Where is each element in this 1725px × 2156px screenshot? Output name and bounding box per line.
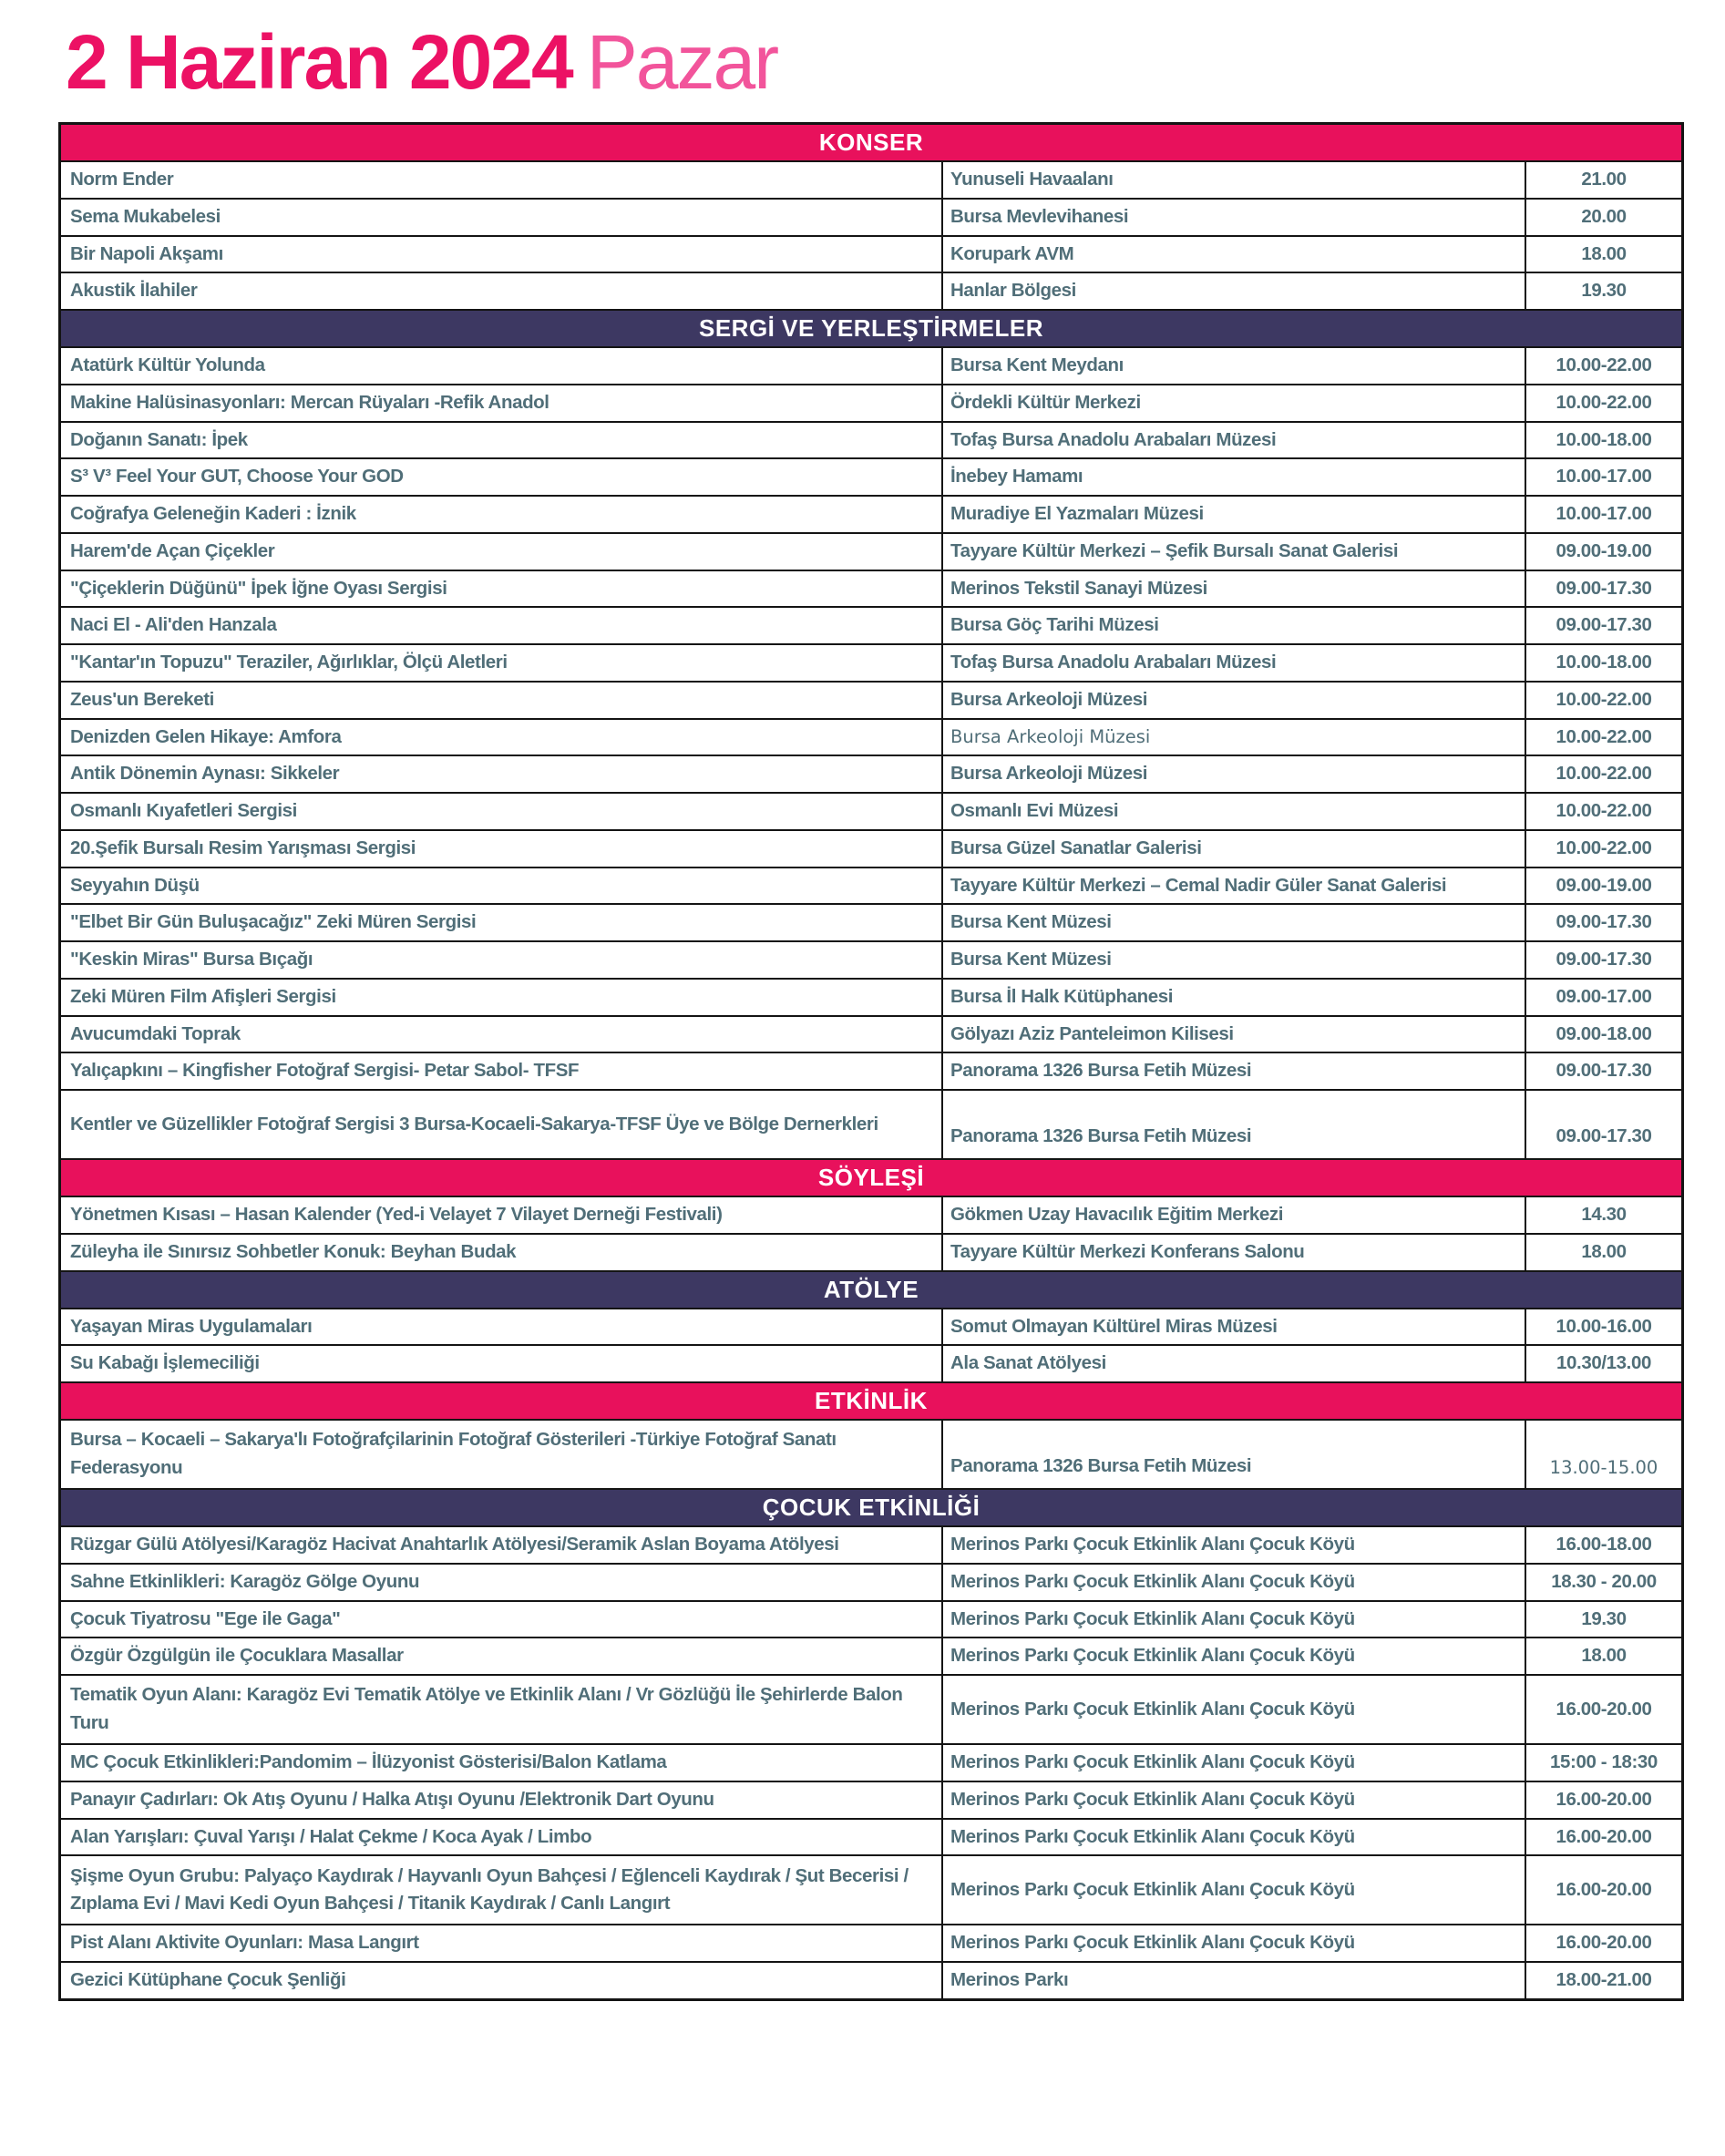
- table-row: [61, 831, 1681, 868]
- table-row: [61, 1421, 1681, 1490]
- table-row: [61, 905, 1681, 942]
- table-row: [61, 1782, 1681, 1820]
- venue-cell: Bursa Güzel Sanatlar Galerisi: [943, 831, 1526, 867]
- event-cell: Çocuk Tiyatrosu "Ege ile Gaga": [61, 1602, 943, 1638]
- event-cell: Zeki Müren Film Afişleri Sergisi: [61, 980, 943, 1015]
- venue-cell: Merinos Tekstil Sanayi Müzesi: [943, 571, 1526, 607]
- time-cell: 16.00-20.00: [1556, 1932, 1652, 1954]
- event-cell: Avucumdaki Toprak: [61, 1017, 943, 1052]
- time-cell: 09.00-17.30: [1556, 614, 1652, 636]
- time-cell: 10.00-17.00: [1556, 466, 1652, 488]
- title-date: 2 Haziran 2024: [66, 19, 572, 105]
- venue-cell: Merinos Parkı Çocuk Etkinlik Alanı Çocuk Köyü: [943, 1782, 1526, 1818]
- time-cell: 14.30: [1581, 1204, 1627, 1225]
- time-cell: 10.00-22.00: [1556, 725, 1652, 747]
- venue-cell: Bursa Mevlevihanesi: [943, 200, 1526, 235]
- time-cell: 18.00-21.00: [1556, 1969, 1652, 1990]
- time-cell: 10.00-18.00: [1556, 428, 1652, 450]
- table-row: [61, 459, 1681, 497]
- event-cell: Atatürk Kültür Yolunda: [61, 348, 943, 384]
- venue-cell: Tofaş Bursa Anadolu Arabaları Müzesi: [943, 423, 1526, 458]
- venue-cell: Merinos Parkı Çocuk Etkinlik Alanı Çocuk Köyü: [943, 1925, 1526, 1961]
- venue-cell: Gökmen Uzay Havacılık Eğitim Merkezi: [943, 1197, 1526, 1233]
- table-row: [61, 980, 1681, 1017]
- time-cell: 10.00-22.00: [1556, 354, 1652, 375]
- table-row: [61, 1091, 1681, 1160]
- time-cell: 10.00-22.00: [1556, 391, 1652, 413]
- table-row: [61, 1309, 1681, 1347]
- table-row: [61, 273, 1681, 311]
- time-cell: 18.00: [1581, 242, 1627, 264]
- time-cell: 09.00-17.30: [1556, 911, 1652, 933]
- table-row: [61, 756, 1681, 794]
- venue-cell: Panorama 1326 Bursa Fetih Müzesi: [943, 1091, 1526, 1158]
- time-cell: 10.00-22.00: [1556, 688, 1652, 710]
- table-row: [61, 1235, 1681, 1272]
- event-cell: Bursa – Kocaeli – Sakarya'lı Fotoğrafçilarinin Fotoğraf Gösterileri -Türkiye Fotoğraf Sanatı Federasyonu: [61, 1421, 943, 1488]
- venue-cell: Panorama 1326 Bursa Fetih Müzesi: [943, 1053, 1526, 1089]
- event-cell: Züleyha ile Sınırsız Sohbetler Konuk: Beyhan Budak: [61, 1235, 943, 1270]
- venue-cell: Bursa Arkeoloji Müzesi: [943, 683, 1526, 718]
- time-cell: 09.00-17.30: [1556, 1125, 1652, 1147]
- event-cell: Osmanlı Kıyafetleri Sergisi: [61, 794, 943, 829]
- table-row: [61, 683, 1681, 720]
- event-cell: Sahne Etkinlikleri: Karagöz Gölge Oyunu: [61, 1565, 943, 1600]
- table-row: [61, 1346, 1681, 1383]
- event-cell: Coğrafya Geleneğin Kaderi : İznik: [61, 497, 943, 532]
- section-header-5: [61, 1490, 1681, 1527]
- venue-cell: Merinos Parkı Çocuk Etkinlik Alanı Çocuk Köyü: [943, 1565, 1526, 1600]
- table-row: [61, 1820, 1681, 1857]
- event-cell: Yaşayan Miras Uygulamaları: [61, 1309, 943, 1345]
- time-cell: 16.00-20.00: [1556, 1698, 1652, 1720]
- time-cell: 10.00-18.00: [1556, 652, 1652, 672]
- venue-cell: Tayyare Kültür Merkezi – Şefik Bursalı Sanat Galerisi: [943, 534, 1526, 570]
- event-cell: Rüzgar Gülü Atölyesi/Karagöz Hacivat Anahtarlık Atölyesi/Seramik Aslan Boyama Atölyesi: [61, 1527, 943, 1563]
- time-cell: 16.00-18.00: [1556, 1534, 1652, 1555]
- section-header-4: [61, 1383, 1681, 1421]
- venue-cell: Tofaş Bursa Anadolu Arabaları Müzesi: [943, 645, 1526, 681]
- table-row: [61, 497, 1681, 534]
- venue-cell: Merinos Parkı Çocuk Etkinlik Alanı Çocuk Köyü: [943, 1638, 1526, 1674]
- table-row: [61, 1017, 1681, 1054]
- time-cell: 18.30 - 20.00: [1551, 1570, 1657, 1592]
- venue-cell: Bursa Kent Müzesi: [943, 905, 1526, 940]
- section-title: ÇOCUK ETKİNLİĞİ: [762, 1494, 981, 1521]
- time-cell: 21.00: [1581, 169, 1627, 190]
- table-row: [61, 720, 1681, 757]
- event-cell: Denizden Gelen Hikaye: Amfora: [61, 720, 943, 755]
- event-cell: Sema Mukabelesi: [61, 200, 943, 235]
- table-row: [61, 237, 1681, 274]
- table-row: [61, 1527, 1681, 1565]
- event-cell: Şişme Oyun Grubu: Palyaço Kaydırak / Hayvanlı Oyun Bahçesi / Eğlenceli Kaydırak / Şut Becerisi / Zıplama Evi / Mavi Kedi Oyun Bahçesi / Titanik Kaydırak / Canlı Langırt: [61, 1856, 943, 1924]
- table-row: [61, 608, 1681, 645]
- table-row: [61, 794, 1681, 831]
- event-cell: "Kantar'ın Topuzu" Teraziler, Ağırlıklar, Ölçü Aletleri: [61, 645, 943, 681]
- time-cell: 18.00: [1581, 1645, 1627, 1667]
- venue-cell: Ala Sanat Atölyesi: [943, 1346, 1526, 1381]
- event-cell: S³ V³ Feel Your GUT, Choose Your GOD: [61, 459, 943, 495]
- table-row: [61, 571, 1681, 609]
- event-cell: Su Kabağı İşlemeciliği: [61, 1346, 943, 1381]
- event-cell: Seyyahın Düşü: [61, 868, 943, 904]
- time-cell: 20.00: [1581, 205, 1627, 227]
- event-cell: Norm Ender: [61, 162, 943, 198]
- table-row: [61, 1053, 1681, 1091]
- table-row: [61, 1197, 1681, 1235]
- event-cell: Akustik İlahiler: [61, 273, 943, 309]
- table-row: [61, 385, 1681, 423]
- table-row: [61, 162, 1681, 200]
- event-cell: Pist Alanı Aktivite Oyunları: Masa Langırt: [61, 1925, 943, 1961]
- event-cell: Bir Napoli Akşamı: [61, 237, 943, 272]
- table-row: [61, 348, 1681, 385]
- section-title: SÖYLEŞİ: [817, 1164, 925, 1191]
- venue-cell: Yunuseli Havaalanı: [943, 162, 1526, 198]
- event-cell: Gezici Kütüphane Çocuk Şenliği: [61, 1963, 943, 1998]
- time-cell: 10.00-22.00: [1556, 800, 1652, 821]
- section-header-3: [61, 1272, 1681, 1309]
- title-day: Pazar: [586, 19, 778, 105]
- time-cell: 19.30: [1581, 1607, 1627, 1629]
- venue-cell: Merinos Parkı Çocuk Etkinlik Alanı Çocuk Köyü: [943, 1856, 1526, 1924]
- table-row: [61, 1963, 1681, 1998]
- time-cell: 09.00-19.00: [1556, 539, 1652, 561]
- venue-cell: Bursa Arkeoloji Müzesi: [943, 720, 1526, 755]
- event-cell: Özgür Özgülgün ile Çocuklara Masallar: [61, 1638, 943, 1674]
- event-cell: Doğanın Sanatı: İpek: [61, 423, 943, 458]
- time-cell: 10.30/13.00: [1556, 1352, 1651, 1374]
- table-row: [61, 942, 1681, 980]
- venue-cell: Bursa Kent Müzesi: [943, 942, 1526, 978]
- venue-cell: Merinos Parkı: [943, 1963, 1526, 1998]
- event-cell: Naci El - Ali'den Hanzala: [61, 608, 943, 643]
- time-cell: 09.00-17.30: [1556, 1060, 1652, 1082]
- time-cell: 19.30: [1581, 280, 1627, 302]
- table-row: [61, 1565, 1681, 1602]
- venue-cell: Hanlar Bölgesi: [943, 273, 1526, 309]
- event-cell: Zeus'un Bereketi: [61, 683, 943, 718]
- venue-cell: Tayyare Kültür Merkezi – Cemal Nadir Güler Sanat Galerisi: [943, 868, 1526, 904]
- schedule-table: [58, 122, 1684, 2001]
- time-cell: 10.00-16.00: [1556, 1315, 1652, 1337]
- event-cell: Alan Yarışları: Çuval Yarışı / Halat Çekme / Koca Ayak / Limbo: [61, 1820, 943, 1855]
- venue-cell: İnebey Hamamı: [943, 459, 1526, 495]
- event-cell: "Elbet Bir Gün Buluşacağız" Zeki Müren Sergisi: [61, 905, 943, 940]
- page-title: [0, 0, 1725, 122]
- venue-cell: Bursa Göç Tarihi Müzesi: [943, 608, 1526, 643]
- venue-cell: Korupark AVM: [943, 237, 1526, 272]
- event-cell: 20.Şefik Bursalı Resim Yarışması Sergisi: [61, 831, 943, 867]
- table-row: [61, 1856, 1681, 1925]
- venue-cell: Bursa Kent Meydanı: [943, 348, 1526, 384]
- time-cell: 10.00-22.00: [1556, 837, 1652, 858]
- event-cell: Yalıçapkını – Kingfisher Fotoğraf Sergisi- Petar Sabol- TFSF: [61, 1053, 943, 1089]
- time-cell: 16.00-20.00: [1556, 1788, 1652, 1810]
- venue-cell: Merinos Parkı Çocuk Etkinlik Alanı Çocuk Köyü: [943, 1527, 1526, 1563]
- venue-cell: Tayyare Kültür Merkezi Konferans Salonu: [943, 1235, 1526, 1270]
- event-cell: "Keskin Miras" Bursa Bıçağı: [61, 942, 943, 978]
- section-title: ATÖLYE: [823, 1275, 919, 1303]
- section-title: SERGİ VE YERLEŞTİRMELER: [699, 314, 1043, 342]
- table-row: [61, 1745, 1681, 1782]
- venue-cell: Gölyazı Aziz Panteleimon Kilisesi: [943, 1017, 1526, 1052]
- table-row: [61, 1602, 1681, 1639]
- time-cell: 15:00 - 18:30: [1550, 1751, 1658, 1772]
- event-cell: Makine Halüsinasyonları: Mercan Rüyaları -Refik Anadol: [61, 385, 943, 421]
- venue-cell: Osmanlı Evi Müzesi: [943, 794, 1526, 829]
- event-cell: Panayır Çadırları: Ok Atış Oyunu / Halka Atışı Oyunu /Elektronik Dart Oyunu: [61, 1782, 943, 1818]
- event-cell: Harem'de Açan Çiçekler: [61, 534, 943, 570]
- venue-cell: Merinos Parkı Çocuk Etkinlik Alanı Çocuk Köyü: [943, 1745, 1526, 1781]
- table-row: [61, 200, 1681, 237]
- table-row: [61, 1638, 1681, 1676]
- section-header-1: [61, 311, 1681, 348]
- section-header-0: [61, 125, 1681, 162]
- venue-cell: Merinos Parkı Çocuk Etkinlik Alanı Çocuk Köyü: [943, 1820, 1526, 1855]
- table-row: [61, 1676, 1681, 1745]
- event-cell: Tematik Oyun Alanı: Karagöz Evi Tematik Atölye ve Etkinlik Alanı / Vr Gözlüğü İle Şehirlerde Balon Turu: [61, 1676, 943, 1743]
- venue-cell: Ördekli Kültür Merkezi: [943, 385, 1526, 421]
- time-cell: 13.00-15.00: [1549, 1456, 1658, 1478]
- time-cell: 09.00-19.00: [1556, 874, 1652, 896]
- venue-cell: Panorama 1326 Bursa Fetih Müzesi: [943, 1421, 1526, 1488]
- venue-cell: Muradiye El Yazmaları Müzesi: [943, 497, 1526, 532]
- venue-cell: Bursa İl Halk Kütüphanesi: [943, 980, 1526, 1015]
- time-cell: 09.00-17.30: [1556, 577, 1652, 599]
- section-title: KONSER: [818, 128, 924, 156]
- table-row: [61, 534, 1681, 571]
- table-row: [61, 868, 1681, 906]
- section-header-2: [61, 1160, 1681, 1197]
- time-cell: 09.00-17.00: [1556, 985, 1652, 1007]
- event-cell: Yönetmen Kısası – Hasan Kalender (Yed-i Velayet 7 Vilayet Derneği Festivali): [61, 1197, 943, 1233]
- venue-cell: Merinos Parkı Çocuk Etkinlik Alanı Çocuk Köyü: [943, 1676, 1526, 1743]
- table-row: [61, 423, 1681, 460]
- event-cell: MC Çocuk Etkinlikleri:Pandomim – İlüzyonist Gösterisi/Balon Katlama: [61, 1745, 943, 1781]
- time-cell: 09.00-18.00: [1556, 1022, 1652, 1044]
- event-cell: Antik Dönemin Aynası: Sikkeler: [61, 756, 943, 792]
- time-cell: 18.00: [1581, 1240, 1627, 1262]
- time-cell: 10.00-22.00: [1556, 763, 1652, 785]
- table-row: [61, 1925, 1681, 1963]
- time-cell: 16.00-20.00: [1556, 1825, 1652, 1847]
- time-cell: 09.00-17.30: [1556, 949, 1652, 970]
- event-cell: Kentler ve Güzellikler Fotoğraf Sergisi 3 Bursa-Kocaeli-Sakarya-TFSF Üye ve Bölge Dernerkleri: [61, 1091, 943, 1158]
- venue-cell: Bursa Arkeoloji Müzesi: [943, 756, 1526, 792]
- time-cell: 10.00-17.00: [1556, 503, 1652, 524]
- venue-cell: Merinos Parkı Çocuk Etkinlik Alanı Çocuk Köyü: [943, 1602, 1526, 1638]
- event-cell: "Çiçeklerin Düğünü" İpek İğne Oyası Sergisi: [61, 571, 943, 607]
- time-cell: 16.00-20.00: [1556, 1878, 1652, 1900]
- venue-cell: Somut Olmayan Kültürel Miras Müzesi: [943, 1309, 1526, 1345]
- table-row: [61, 645, 1681, 683]
- section-title: ETKİNLİK: [815, 1387, 928, 1414]
